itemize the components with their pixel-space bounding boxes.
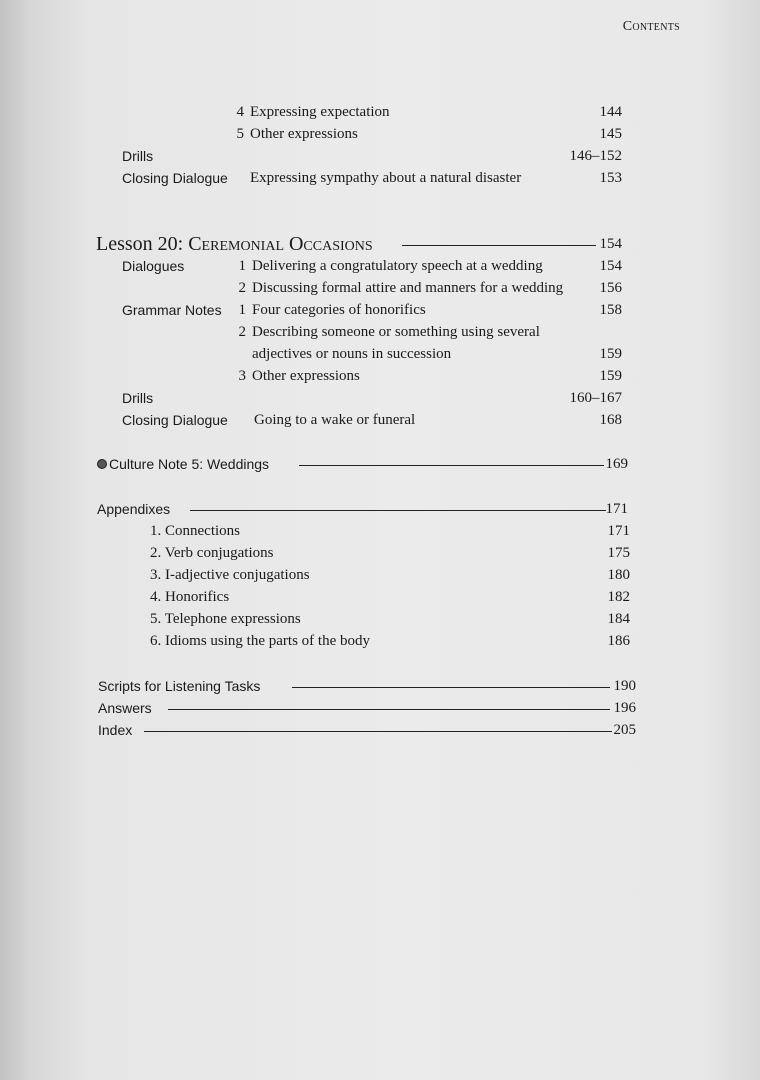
grammar-notes-label: Grammar Notes	[122, 302, 222, 318]
culture-note-entry	[97, 454, 269, 474]
back-matter-label: Scripts for Listening Tasks	[98, 678, 261, 694]
dot-leader	[402, 245, 596, 246]
appendix-item: 1. Connections	[150, 523, 240, 539]
dialogue-text: Discussing formal attire and manners for a wedding	[252, 280, 564, 296]
dialogue-page: 154	[599, 258, 622, 274]
grammar-page: 159	[599, 368, 622, 384]
drills-page: 160–167	[569, 390, 622, 406]
lesson-title	[96, 232, 373, 256]
culture-note-page: 169	[605, 456, 628, 472]
appendix-page: 186	[607, 633, 630, 649]
appendix-page: 171	[607, 523, 630, 539]
back-matter-label: Answers	[98, 700, 152, 716]
closing-dialogue-label: Closing Dialogue	[122, 412, 228, 428]
appendix-item: 5. Telephone expressions	[150, 611, 301, 627]
culture-note-text: Culture Note 5: Weddings	[109, 456, 270, 472]
dialogue-text: Delivering a congratulatory speech at a wedding	[252, 258, 543, 274]
grammar-item-number: 4	[236, 104, 244, 120]
grammar-item-number: 5	[236, 126, 244, 142]
appendix-item: 3. I-adjective conjugations	[150, 567, 310, 583]
dot-leader	[292, 687, 610, 688]
appendix-item: 6. Idioms using the parts of the body	[150, 633, 370, 649]
grammar-text: Four categories of honorifics	[252, 302, 426, 318]
grammar-item-page: 144	[599, 104, 622, 120]
grammar-number: 3	[238, 368, 246, 384]
grammar-page: 158	[599, 302, 622, 318]
appendix-page: 175	[607, 545, 630, 561]
dialogue-page: 156	[599, 280, 622, 296]
closing-dialogue-label: Closing Dialogue	[122, 170, 228, 186]
appendix-page: 182	[607, 589, 630, 605]
closing-dialogue-page: 153	[599, 170, 622, 186]
appendix-page: 180	[607, 567, 630, 583]
back-matter-page: 190	[613, 678, 636, 694]
appendixes-label: Appendixes	[97, 501, 171, 517]
closing-dialogue-text: Expressing sympathy about a natural disaster	[250, 170, 522, 186]
drills-page: 146–152	[569, 148, 622, 164]
back-matter-page: 205	[613, 722, 636, 738]
grammar-text: Describing someone or something using several	[252, 324, 540, 340]
running-header: Contents	[622, 19, 680, 34]
dot-leader	[168, 709, 610, 710]
appendix-item: 2. Verb conjugations	[150, 545, 274, 561]
drills-label: Drills	[122, 390, 154, 406]
grammar-item-page: 145	[599, 126, 622, 142]
closing-dialogue-page: 168	[599, 412, 622, 428]
appendix-page: 184	[607, 611, 630, 627]
grammar-item-text: Expressing expectation	[250, 104, 390, 120]
closing-dialogue-text: Going to a wake or funeral	[254, 412, 416, 428]
appendix-item: 4. Honorifics	[150, 589, 230, 605]
dialogue-number: 1	[238, 258, 246, 274]
dialogue-number: 2	[238, 280, 246, 296]
grammar-text-continued: adjectives or nouns in succession	[252, 346, 452, 362]
grammar-number: 2	[238, 324, 246, 340]
lesson-page: 154	[599, 236, 622, 252]
dot-leader	[144, 731, 612, 732]
back-matter-page: 196	[613, 700, 636, 716]
dot-leader	[299, 465, 604, 466]
bullet-icon	[97, 459, 107, 469]
lesson-name: Ceremonial Occasions	[188, 233, 373, 255]
appendixes-page: 171	[605, 501, 628, 517]
dot-leader	[190, 510, 606, 511]
grammar-item-text: Other expressions	[250, 126, 358, 142]
drills-label: Drills	[122, 148, 154, 164]
lesson-number: Lesson 20:	[96, 233, 189, 255]
grammar-number: 1	[238, 302, 246, 318]
back-matter-label: Index	[98, 722, 133, 738]
grammar-text: Other expressions	[252, 368, 360, 384]
grammar-page: 159	[599, 346, 622, 362]
dialogues-label: Dialogues	[122, 258, 185, 274]
